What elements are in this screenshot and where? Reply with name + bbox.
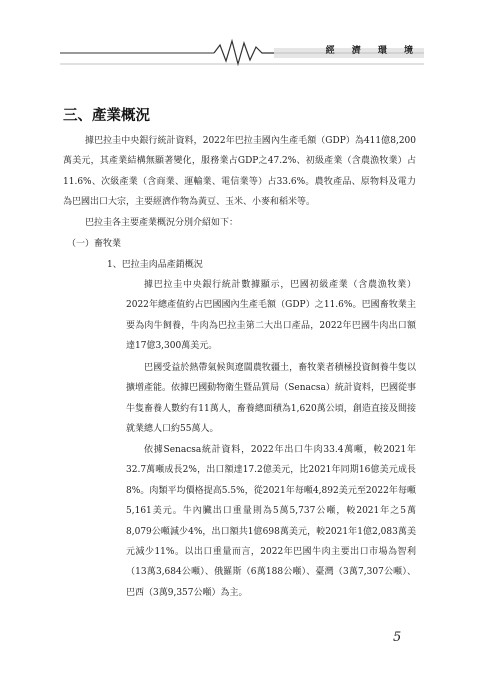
subheading-livestock: （一）畜牧業 [67,239,122,249]
paragraph-intro: 巴拉圭各主要產業概況分別介紹如下： [85,218,239,228]
paragraph-gdp: 據巴拉圭中央銀行統計資料，2022年巴拉圭國內生產毛額（GDP）為411億8,200萬美元，其產業結構無顯著變化，服務業占GDP之47.2%、初級產業（含農漁牧業）占11.6%、次級產業（含商業、運輸業、電信業等）占33.6%。農牧產品、原物料及電力為巴國出口大宗，主要經濟作物為黃豆、玉米、小麥和稻米等。 [63,136,416,208]
paragraph-livestock-output: 據巴拉圭中央銀行統計數據顯示，巴國初級產業（含農漁牧業）2022年總產值約占巴國國內生產毛額（GDP）之11.6%。巴國畜牧業主要為肉牛飼養，牛肉為巴拉圭第二大出口產品，2022年巴國牛肉出口額達17億3,300萬美元。 [126,280,416,352]
subheading-meat-market: 1、巴拉圭肉品產銷概況 [107,260,203,270]
paragraph-beef-exports: 依據Senacsa統計資料，2022年出口牛肉33.4萬噸，較2021年32.7萬噸成長2%，出口額達17.2億美元，比2021年同期16億美元成長8%。肉類平均價格提高5.5%，從2021年每噸4,892美元至2022年每噸5,161美元。牛內臟出口重量則為5萬5,737公噸，較2021年之5萬8,079公噸減少4%，出口額共1億698萬美元，較2021年1億2,083萬美元減少11%。以出口重量而言，2022年巴國牛肉主要出口市場為智利（13萬3,684公噸）、俄羅斯（6萬188公噸）、臺灣（3萬7,307公噸）、巴西（3萬9,357公噸）為主。 [126,445,416,598]
running-header [60,36,424,66]
header-label: 經 濟 環 境 [325,46,420,56]
paragraph-cattle-farming: 巴國受益於熱帶氣候與遼闊農牧疆土，畜牧業者積極投資飼養牛隻以擴增產能。依據巴國動物衛生暨品質局（Senacsa）統計資料，巴國從事牛隻畜養人數約有11萬人，畜養總面積為1,620萬公頃，創造直接及間接就業總人口約55萬人。 [126,363,416,435]
page-number: 5 [393,630,402,645]
section-title: 三、產業概況 [63,107,150,124]
